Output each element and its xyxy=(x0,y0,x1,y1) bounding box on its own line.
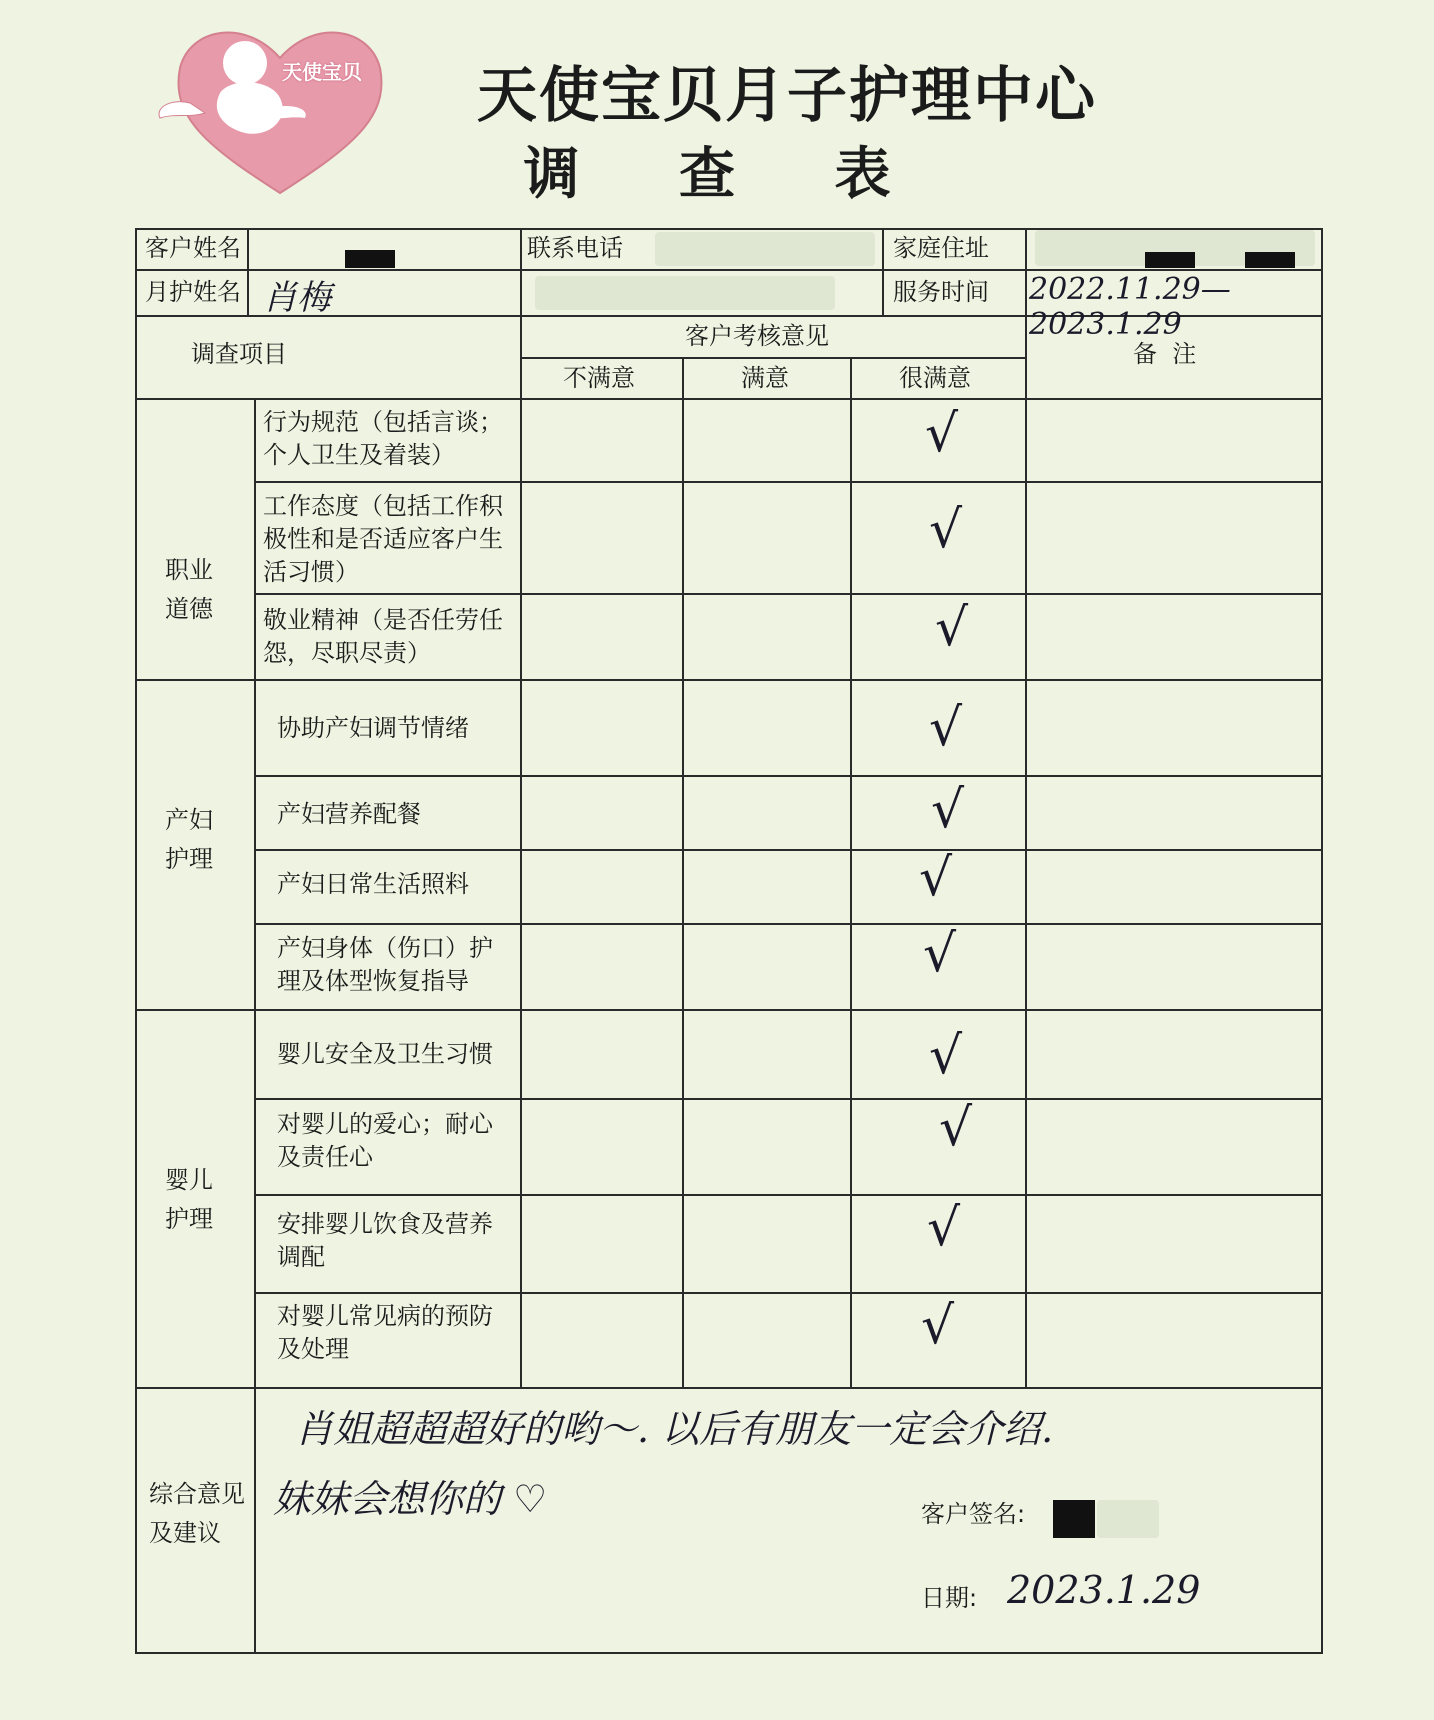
phone-redaction xyxy=(655,232,875,266)
address-redaction-mark-2 xyxy=(1245,252,1295,268)
item-nutrition: 产妇营养配餐 xyxy=(277,800,421,828)
date-label: 日期: xyxy=(921,1584,978,1612)
item-daily-care: 产妇日常生活照料 xyxy=(277,870,469,898)
page-subtitle: 调 查 表 xyxy=(523,142,931,207)
logo-text: 天使宝贝 xyxy=(282,60,362,84)
item-dedication: 敬业精神（是否任劳任 怨，尽职尽责） xyxy=(263,606,503,667)
check-behavior: √ xyxy=(925,404,959,464)
col-very-satisfied: 很满意 xyxy=(899,364,971,392)
check-attitude: √ xyxy=(929,500,963,560)
phone-label: 联系电话 xyxy=(527,234,623,262)
item-baby-safety: 婴儿安全及卫生习惯 xyxy=(277,1040,493,1068)
check-emotion: √ xyxy=(929,698,963,758)
group-ethics-label: 职业 道德 xyxy=(165,556,213,623)
check-dedication: √ xyxy=(935,598,969,658)
check-baby-diet: √ xyxy=(927,1198,961,1258)
phone-redaction-2 xyxy=(535,276,835,310)
group-mother-care-label: 产妇 护理 xyxy=(165,806,213,873)
summary-comment-line2: 妹妹会想你的 ♡ xyxy=(273,1477,548,1521)
item-baby-illness: 对婴儿常见病的预防 及处理 xyxy=(277,1302,493,1363)
summary-label: 综合意见 及建议 xyxy=(149,1480,245,1547)
col-unsatisfied: 不满意 xyxy=(563,364,635,392)
service-time-label: 服务时间 xyxy=(893,278,989,306)
signature-redaction xyxy=(1053,1500,1095,1538)
item-behavior: 行为规范（包括言谈； 个人卫生及着装） xyxy=(263,408,503,469)
nurse-name-label: 月护姓名 xyxy=(145,278,241,306)
signature-blur xyxy=(1097,1500,1159,1538)
check-daily-care: √ xyxy=(919,848,953,908)
check-baby-love: √ xyxy=(939,1098,973,1158)
item-emotion: 协助产妇调节情绪 xyxy=(277,714,469,742)
check-baby-illness: √ xyxy=(921,1296,955,1356)
item-attitude: 工作态度（包括工作积 极性和是否适应客户生 活习惯） xyxy=(263,492,503,586)
survey-item-header: 调查项目 xyxy=(191,340,287,368)
group-baby-care-label: 婴儿 护理 xyxy=(165,1166,213,1233)
remark-header: 备 注 xyxy=(1133,340,1197,368)
summary-comment-line1: 肖姐超超超好的哟～. 以后有朋友一定会介绍. xyxy=(295,1407,1054,1451)
check-recovery: √ xyxy=(923,924,957,984)
nurse-name-value: 肖梅 xyxy=(263,278,331,318)
customer-name-redaction xyxy=(345,250,395,268)
opinion-header: 客户考核意见 xyxy=(685,322,829,350)
date-value: 2023.1.29 xyxy=(1007,1568,1201,1612)
survey-form xyxy=(135,228,1323,1654)
page-title: 天使宝贝月子护理中心 xyxy=(477,61,1097,131)
col-satisfied: 满意 xyxy=(741,364,789,392)
check-baby-safety: √ xyxy=(929,1026,963,1086)
check-nutrition: √ xyxy=(931,780,965,840)
item-recovery: 产妇身体（伤口）护 理及体型恢复指导 xyxy=(277,934,493,995)
item-baby-love: 对婴儿的爱心；耐心 及责任心 xyxy=(277,1110,493,1171)
customer-name-label: 客户姓名 xyxy=(145,234,241,262)
item-baby-diet: 安排婴儿饮食及营养 调配 xyxy=(277,1210,493,1271)
signature-label: 客户签名: xyxy=(921,1500,1026,1528)
service-time-value: 2022.11.29—2023.1.29 xyxy=(1029,272,1231,342)
address-label: 家庭住址 xyxy=(893,234,989,262)
address-redaction-mark-1 xyxy=(1145,252,1195,268)
